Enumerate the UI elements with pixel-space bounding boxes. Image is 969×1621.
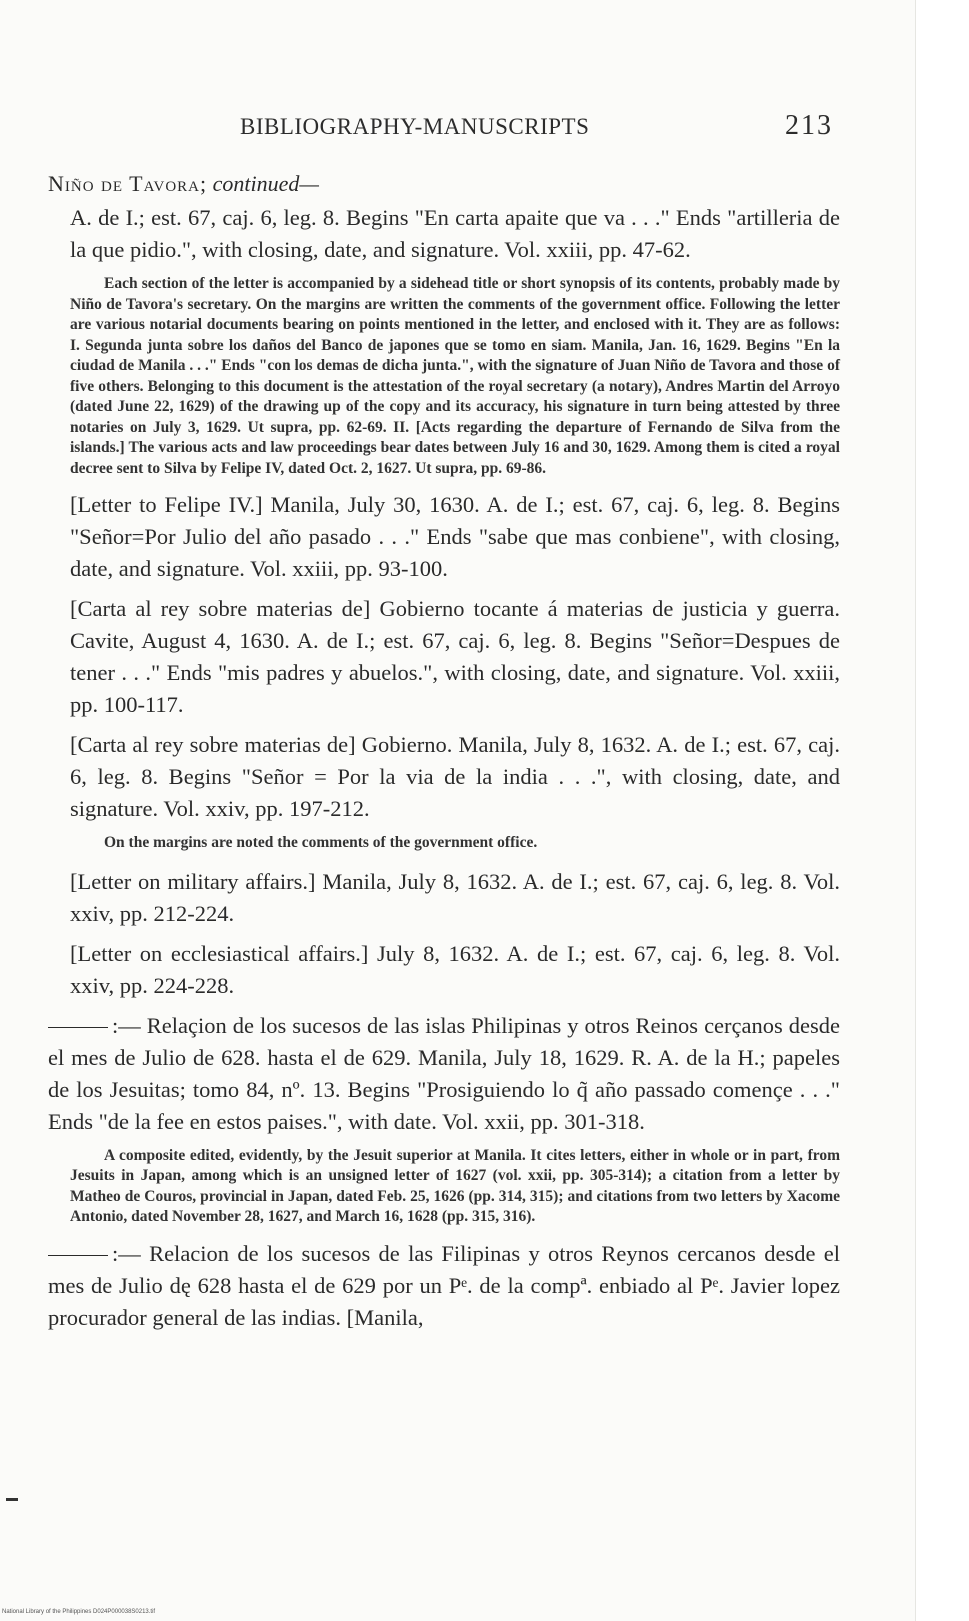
running-head: BIBLIOGRAPHY-MANUSCRIPTS <box>240 114 590 139</box>
ditto-dash <box>48 1027 108 1028</box>
section-continued: continued— <box>212 171 319 196</box>
entry-8 <box>48 1238 840 1334</box>
entry-5: [Letter on military affairs.] Manila, July 8, 1632. A. de I.; est. 67, caj. 6, leg. 8. Vol. xxiv, pp. 212-224. <box>70 868 840 926</box>
entry-3: [Carta al rey sobre materias de] Gobierno tocante á materias de justicia y guerra. Cavite, August 4, 1630. A. de I.; est. 67, caj. 6, leg. 8. Begins "Señor=Despues de tener . . ." Ends "mis padres y abuelos.", with closing, date, and signature. Vol. xxiii, pp. 100-117. <box>70 596 840 717</box>
scan-mark <box>6 1498 18 1501</box>
section-name: Niño de Tavora; <box>48 171 208 196</box>
entry-7 <box>48 1010 840 1138</box>
entry-4-note: On the margins are noted the comments of the government office. <box>104 834 538 851</box>
section-heading <box>48 168 840 200</box>
page-number: 213 <box>785 110 833 141</box>
entry-7-note: A composite edited, evidently, by the Jesuit superior at Manila. It cites letters, either in whole or in part, from Jesuits in Japan, among which is an unsigned letter of 1627 (vol. xxii, pp. 305-314); a citation from a letter by Matheo de Couros, provincial in Japan, dated Feb. 25, 1626 (pp. 314, 315); and citations from two letters by Xacome Antonio, dated November 28, 1627, and March 16, 1628 (pp. 315, 316). <box>70 1146 840 1225</box>
entry-6: [Letter on ecclesiastical affairs.] July 8, 1632. A. de I.; est. 67, caj. 6, leg. 8. Vol. xxiv, pp. 224-228. <box>70 940 840 998</box>
entry-1: A. de I.; est. 67, caj. 6, leg. 8. Begins "En carta apaite que va . . ." Ends "artilleria de la que pidio.", with closing, date, and signature. Vol. xxiii, pp. 47-62. <box>70 205 840 262</box>
scan-margin <box>915 0 969 1621</box>
entry-7-text: :— Relaçion de los sucesos de las islas Philipinas y otros Reinos cerçanos desde el mes de Julio de 628. hasta el de 629. Manila, July 18, 1629. R. A. de la H.; papeles de los Jesuitas; tomo 84, nº. 13. Begins "Prosiguiendo lo q̃ año passado començe . . ." Ends "de la fee en estos paises.", with date. Vol. xxii, pp. 301-318. <box>48 1012 840 1134</box>
entry-8-text: :— Relacion de los sucesos de las Filipinas y otros Reynos cercanos desde el mes de Julio dę 628 hasta el de 629 por un Pᵉ. de la compª. enbiado al Pᵉ. Javier lopez procurador general de las indias. [Manila, <box>48 1240 840 1330</box>
entry-2: [Letter to Felipe IV.] Manila, July 30, 1630. A. de I.; est. 67, caj. 6, leg. 8. Begins "Señor=Por Julio del año pasado . . ." Ends "sabe que mas conbiene", with closing, date, and signature. Vol. xxiii, pp. 93-100. <box>70 492 840 581</box>
page-body <box>48 168 840 1342</box>
scan-footer: National Library of the Philippines D024P000038S0213.tif <box>2 1609 156 1615</box>
entry-1-note: Each section of the letter is accompanied by a sidehead title or short synopsis of its contents, probably made by Niño de Tavora's secretary. On the margins are written the comments of the government office. Following the letter are various notarial documents bearing on points mentioned in the letter, and enclosed with it. They are as follows: I. Segunda junta sobre los daños del Banco de japones que se tomo en siam. Manila, Jan. 16, 1629. Begins "En la ciudad de Manila . . ." Ends "con los demas de dicha junta.", with the signature of Juan Niño de Tavora and those of five others. Belonging to this document is the attestation of the royal secretary (a notary), Andres Martin del Arroyo (dated June 22, 1629) of the drawing up of the copy and its accuracy, his signature in turn being attested by three notaries on July 3, 1629. Ut supra, pp. 62-69. II. [Acts regarding the departure of Fernando de Silva from the islands.] The various acts and law proceedings bear dates between July 16 and 30, 1629. Among them is cited a royal decree sent to Silva by Felipe IV, dated Oct. 2, 1627. Ut supra, pp. 69-86. <box>70 275 840 477</box>
ditto-dash <box>48 1255 108 1256</box>
entry-4: [Carta al rey sobre materias de] Gobierno. Manila, July 8, 1632. A. de I.; est. 67, caj. 6, leg. 8. Begins "Señor = Por la via de la india . . .", with closing, date, and signature. Vol. xxiv, pp. 197-212. <box>70 732 840 821</box>
